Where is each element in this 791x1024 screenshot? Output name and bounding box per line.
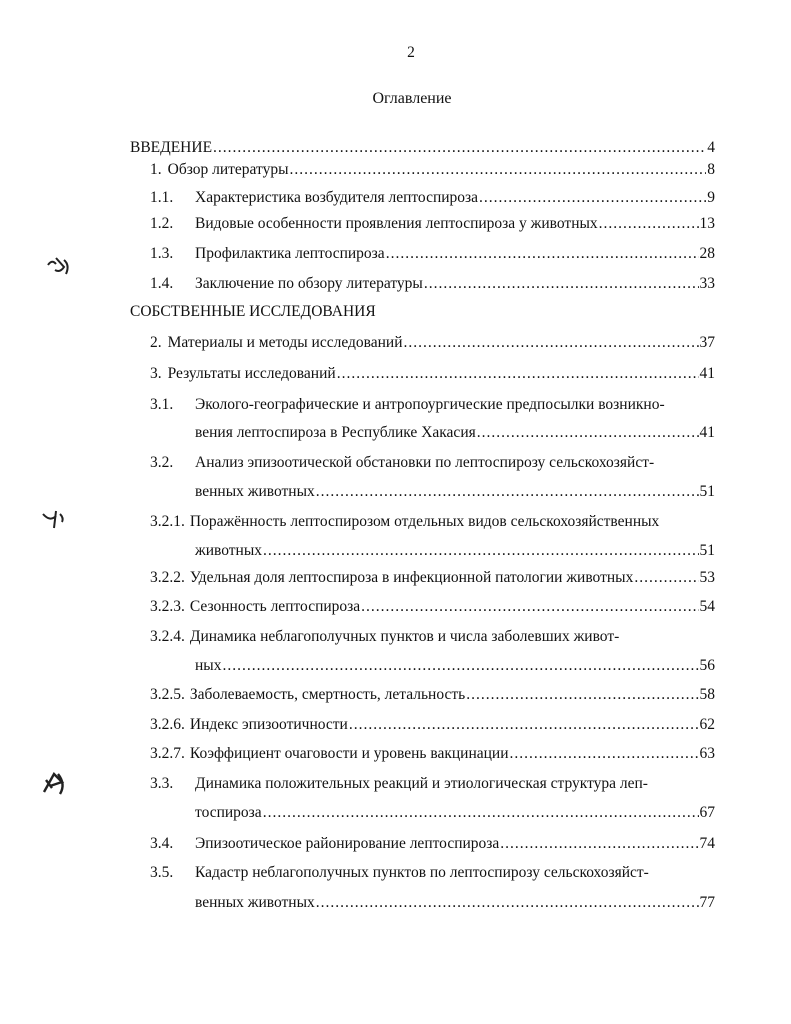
page-title: Оглавление	[372, 90, 452, 107]
toc-entry-number: 1.1.	[150, 189, 174, 206]
toc-entry-number: 3.2.	[150, 454, 174, 471]
toc-page-number: 4	[707, 139, 715, 156]
toc-entry	[150, 715, 715, 735]
toc-entry	[150, 364, 715, 384]
dot-leader	[222, 656, 698, 676]
dot-leader	[349, 715, 699, 735]
toc-entry-title: Эколого-географические и антропоургические предпосылки возникно-	[195, 396, 665, 413]
toc-entry-number: 3.1.	[150, 396, 174, 413]
toc-entry-number: 3.2.7.	[150, 745, 185, 762]
toc-entry	[150, 214, 715, 234]
toc-page-number: 13	[699, 215, 715, 232]
toc-entry-title: Профилактика лептоспироза	[195, 245, 385, 262]
toc-entry-title: Эпизоотическое районирование лептоспироза	[195, 835, 500, 852]
toc-entry	[150, 512, 659, 532]
toc-page-number: 8	[707, 161, 715, 178]
dot-leader	[510, 744, 699, 764]
toc-entry-number: 3.2.5.	[150, 686, 185, 703]
toc-entry-title: Характеристика возбудителя лептоспироза	[195, 189, 479, 206]
toc-page-number: 67	[699, 804, 715, 821]
dot-leader	[290, 160, 707, 180]
toc-entry-title: Видовые особенности проявления лептоспироза у животных	[195, 215, 598, 232]
toc-page-number: 77	[699, 894, 715, 911]
toc-entry-title: вения лептоспироза в Республике Хакасия	[195, 424, 476, 441]
dot-leader	[479, 188, 706, 208]
toc-entry-number: 3.2.3.	[150, 598, 185, 615]
toc-page-number: 33	[699, 275, 715, 292]
toc-entry	[195, 893, 715, 913]
toc-entry	[150, 274, 715, 294]
toc-page-number: 54	[699, 598, 715, 615]
toc-entry	[150, 774, 648, 794]
handwritten-margin-mark-icon	[40, 770, 70, 798]
toc-entry-title: Анализ эпизоотической обстановки по лептоспирозу сельскохозяйст-	[195, 454, 655, 471]
toc-entry-number: 1.4.	[150, 275, 174, 292]
toc-entry	[150, 244, 715, 264]
toc-entry-number: 1.2.	[150, 215, 174, 232]
dot-leader	[466, 685, 698, 705]
dot-leader	[386, 244, 699, 264]
toc-entry-title: животных	[195, 542, 262, 559]
toc-entry	[150, 453, 654, 473]
toc-entry-title: Динамика неблагополучных пунктов и числа заболевших живот-	[189, 628, 620, 645]
toc-entry-title: тоспироза	[195, 804, 262, 821]
toc-entry	[150, 834, 715, 854]
toc-entry	[130, 138, 715, 158]
toc-entry	[150, 627, 619, 647]
toc-entry-number: 1.	[150, 161, 162, 178]
toc-entry-title: Поражённость лептоспирозом отдельных видов сельскохозяйственных	[189, 513, 660, 530]
dot-leader	[500, 834, 698, 854]
toc-entry-number: 3.2.2.	[150, 569, 185, 586]
toc-entry	[195, 482, 715, 502]
dot-leader	[634, 568, 698, 588]
toc-entry-number: 3.2.6.	[150, 716, 185, 733]
toc-entry	[195, 803, 715, 823]
toc-page-number: 53	[699, 569, 715, 586]
toc-entry	[195, 656, 715, 676]
toc-page-number: 41	[699, 365, 715, 382]
toc-page-number: 37	[699, 334, 715, 351]
toc-page-number: 9	[707, 189, 715, 206]
toc-page-number: 62	[699, 716, 715, 733]
toc-entry-title: ВВЕДЕНИЕ	[130, 139, 213, 156]
toc-entry	[195, 423, 715, 443]
toc-page-number: 58	[699, 686, 715, 703]
toc-entry-title: Заболеваемость, смертность, летальность	[189, 686, 466, 703]
dot-leader	[263, 803, 699, 823]
toc-entry-title: ных	[195, 657, 222, 674]
toc-entry-number: 3.	[150, 365, 162, 382]
handwritten-margin-mark-icon	[46, 255, 74, 277]
toc-entry	[130, 302, 376, 322]
toc-entry-number: 3.2.1.	[150, 513, 185, 530]
dot-leader	[599, 214, 699, 234]
toc-entry-number: 3.4.	[150, 835, 174, 852]
toc-entry	[150, 333, 715, 353]
toc-entry	[150, 568, 715, 588]
dot-leader	[424, 274, 699, 294]
toc-entry-number: 1.3.	[150, 245, 174, 262]
toc-entry	[150, 395, 665, 415]
dot-leader	[404, 333, 699, 353]
toc-entry	[150, 160, 715, 180]
toc-entry-number: 3.2.4.	[150, 628, 185, 645]
toc-entry-title: Индекс эпизоотичности	[189, 716, 348, 733]
page-number: 2	[407, 44, 415, 61]
toc-page-number: 56	[699, 657, 715, 674]
toc-entry	[150, 863, 649, 883]
dot-leader	[316, 893, 699, 913]
toc-entry-title: Коэффициент очаговости и уровень вакцинации	[189, 745, 509, 762]
toc-entry	[150, 597, 715, 617]
toc-entry	[150, 685, 715, 705]
dot-leader	[477, 423, 699, 443]
toc-page-number: 51	[699, 542, 715, 559]
toc-page-number: 51	[699, 483, 715, 500]
dot-leader	[316, 482, 699, 502]
toc-entry-title: Удельная доля лептоспироза в инфекционной патологии животных	[189, 569, 634, 586]
toc-entry-number: 3.3.	[150, 775, 174, 792]
toc-entry-title: венных животных	[195, 894, 315, 911]
toc-entry-title: СОБСТВЕННЫЕ ИССЛЕДОВАНИЯ	[130, 303, 376, 320]
dot-leader	[361, 597, 698, 617]
toc-entry	[195, 541, 715, 561]
toc-entry-title: Обзор литературы	[167, 161, 289, 178]
toc-page-number: 63	[699, 745, 715, 762]
toc-entry-title: Материалы и методы исследований	[167, 334, 403, 351]
handwritten-margin-mark-icon	[40, 508, 68, 532]
toc-page-number: 28	[699, 245, 715, 262]
toc-entry-title: венных животных	[195, 483, 315, 500]
toc-entry-number: 3.5.	[150, 864, 174, 881]
toc-entry	[150, 188, 715, 208]
toc-entry-title: Результаты исследований	[167, 365, 336, 382]
dot-leader	[337, 364, 699, 384]
toc-entry-title: Кадастр неблагополучных пунктов по лептоспирозу сельскохозяйст-	[195, 864, 649, 881]
toc-page-number: 41	[699, 424, 715, 441]
toc-entry-title: Заключение по обзору литературы	[195, 275, 423, 292]
toc-entry-title: Сезонность лептоспироза	[189, 598, 361, 615]
dot-leader	[263, 541, 699, 561]
toc-page-number: 74	[699, 835, 715, 852]
toc-entry-number: 2.	[150, 334, 162, 351]
toc-entry-title: Динамика положительных реакций и этиологическая структура леп-	[195, 775, 648, 792]
dot-leader	[213, 138, 706, 158]
toc-entry	[150, 744, 715, 764]
